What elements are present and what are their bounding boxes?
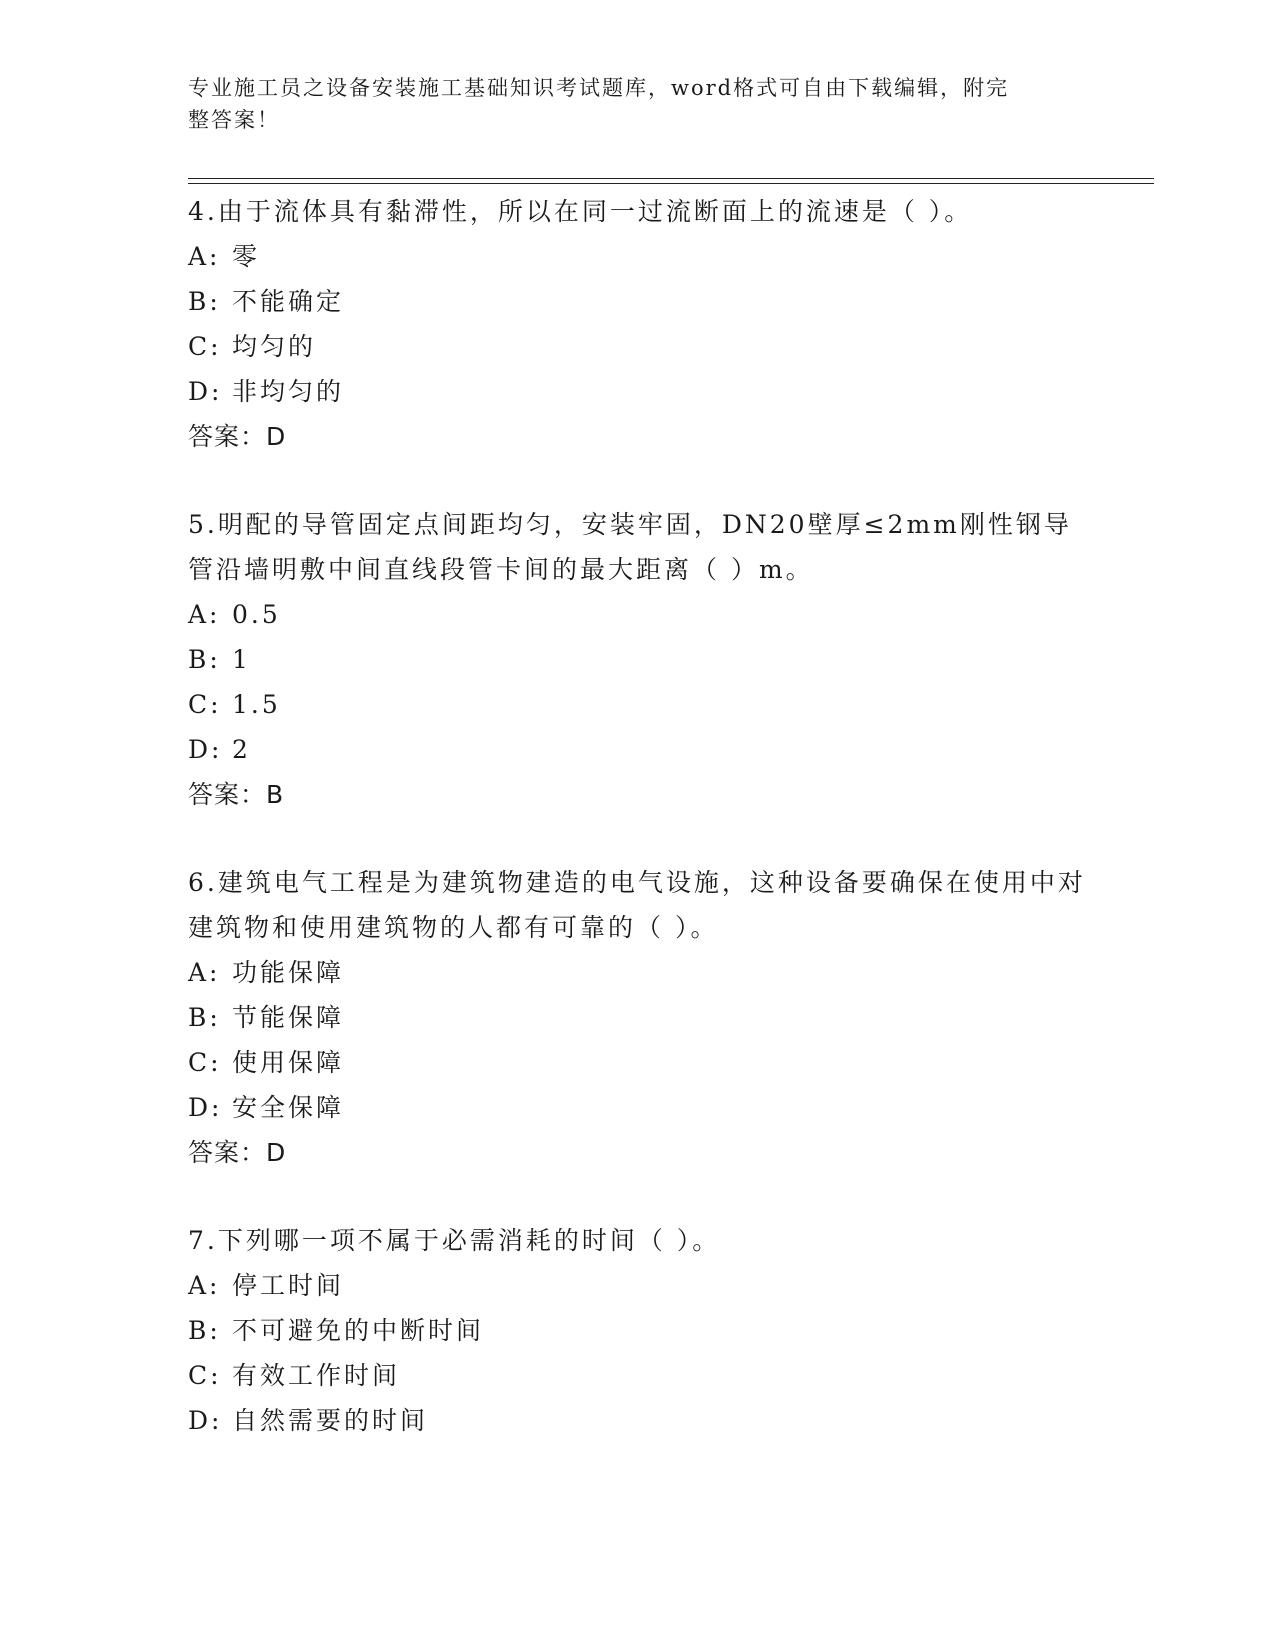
option-text: 功能保障 [232, 958, 345, 987]
question-5 [188, 502, 1088, 817]
option-text: 停工时间 [232, 1271, 345, 1300]
option-letter: B: [188, 1316, 221, 1345]
question-stem: 4.由于流体具有黏滞性，所以在同一过流断面上的流速是（ ）。 [188, 197, 973, 226]
option-letter: C: [188, 1361, 222, 1390]
header-divider-bottom [188, 183, 1154, 184]
option-letter: B: [188, 287, 221, 316]
question-4 [188, 189, 1088, 459]
answer-line: 答案：B [188, 780, 285, 809]
option-letter: D: [188, 377, 223, 406]
question-7 [188, 1218, 1088, 1443]
option-b [188, 995, 1088, 1040]
option-letter: A: [188, 958, 221, 987]
answer-line: 答案：D [188, 422, 287, 451]
option-letter: D: [188, 1406, 223, 1435]
option-text: 均匀的 [232, 332, 317, 361]
option-text: 不可避免的中断时间 [232, 1316, 485, 1345]
option-text: 2 [232, 735, 251, 764]
option-text: 0.5 [232, 600, 281, 629]
option-d [188, 1398, 1088, 1443]
option-text: 非均匀的 [232, 377, 345, 406]
question-stem: 7.下列哪一项不属于必需消耗的时间（ ）。 [188, 1226, 721, 1255]
option-d [188, 369, 1088, 414]
option-text: 有效工作时间 [232, 1361, 401, 1390]
option-a [188, 592, 1088, 637]
option-a [188, 234, 1088, 279]
header-line-2: 整答案！ [188, 108, 280, 132]
option-letter: D: [188, 735, 223, 764]
option-b [188, 279, 1088, 324]
question-stem: 5.明配的导管固定点间距均匀，安装牢固，DN20壁厚≤2mm刚性钢导管沿墙明敷中间直线段管卡间的最大距离（ ）m。 [188, 510, 1072, 584]
option-c [188, 1040, 1088, 1085]
option-letter: A: [188, 1271, 221, 1300]
option-letter: B: [188, 1003, 221, 1032]
option-letter: D: [188, 1093, 223, 1122]
answer-line: 答案：D [188, 1138, 287, 1167]
question-6 [188, 860, 1088, 1175]
option-text: 安全保障 [232, 1093, 345, 1122]
option-text: 1.5 [232, 690, 281, 719]
option-b [188, 1308, 1088, 1353]
document-header [188, 72, 1068, 136]
header-line-1: 专业施工员之设备安装施工基础知识考试题库，word格式可自由下载编辑，附完 [188, 76, 1010, 100]
option-d [188, 727, 1088, 772]
option-text: 自然需要的时间 [232, 1406, 429, 1435]
option-a [188, 950, 1088, 995]
option-letter: A: [188, 242, 221, 271]
option-c [188, 1353, 1088, 1398]
option-text: 不能确定 [232, 287, 345, 316]
option-text: 零 [232, 242, 261, 271]
option-letter: C: [188, 332, 222, 361]
option-c [188, 682, 1088, 727]
option-letter: C: [188, 1048, 222, 1077]
option-text: 1 [232, 645, 251, 674]
question-list [188, 189, 1088, 1486]
option-a [188, 1263, 1088, 1308]
option-letter: A: [188, 600, 221, 629]
option-letter: C: [188, 690, 222, 719]
option-text: 使用保障 [232, 1048, 345, 1077]
option-d [188, 1085, 1088, 1130]
question-stem: 6.建筑电气工程是为建筑物建造的电气设施，这种设备要确保在使用中对建筑物和使用建筑物的人都有可靠的（ ）。 [188, 868, 1086, 942]
option-b [188, 637, 1088, 682]
option-c [188, 324, 1088, 369]
option-text: 节能保障 [232, 1003, 345, 1032]
header-divider-top [188, 178, 1154, 179]
option-letter: B: [188, 645, 221, 674]
